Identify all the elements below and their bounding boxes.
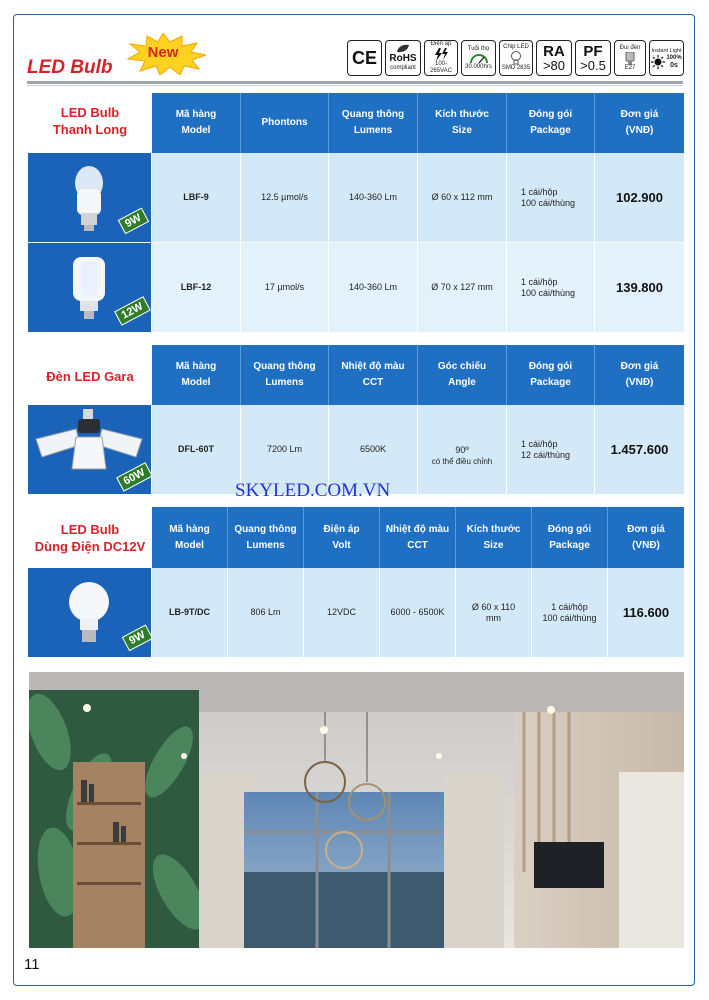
s2-row1-package: 1 cái/hộp 12 cái/thùng [507, 405, 595, 494]
s3-header-cct: Nhiệt độ màu CCT [380, 507, 456, 568]
ce-mark-icon [347, 40, 382, 76]
s3-row1-cct: 6000 - 6500K [380, 568, 456, 657]
s3-header-price: Đơn giá (VNĐ) [608, 507, 684, 568]
s1-row2-model: LBF-12 [152, 243, 241, 332]
voltage-icon [424, 40, 458, 76]
s1-row2-lumens: 140-360 Lm [329, 243, 418, 332]
s3-header-size: Kích thước Size [456, 507, 532, 568]
product-image-dfl-60t [28, 405, 151, 494]
rohs-label: RoHS [389, 53, 417, 64]
s2-row1-angle: 90º có thể điều chỉnh [418, 405, 507, 494]
lifetime-icon [461, 40, 496, 76]
product-image-lb-9t-dc [28, 568, 151, 657]
watt-badge-dfl-60t: 60W [116, 462, 151, 491]
s1-row2-package: 1 cái/hộp 100 cái/thùng [507, 243, 595, 332]
s1-header-model: Mã hàng Model [152, 93, 241, 153]
ce-label: CE [351, 48, 377, 68]
s1-row1-price: 102.900 [616, 190, 663, 205]
life-label: Tuổi thọ [467, 45, 490, 52]
s3-header-lumens: Quang thông Lumens [228, 507, 304, 568]
s1-row1-size: Ø 60 x 112 mm [418, 153, 507, 242]
instant-label: Instant Light [651, 47, 682, 54]
s2-header-model: Mã hàng Model [152, 345, 241, 405]
s1-row1-package: 1 cái/hộp 100 cái/thùng [507, 153, 595, 242]
s2-header-price: Đơn giá (VNĐ) [595, 345, 684, 405]
living-room-illustration [29, 672, 684, 948]
page-number: 11 [24, 956, 40, 973]
title-divider [27, 81, 683, 84]
s3-header-model: Mã hàng Model [152, 507, 228, 568]
e27-icon [614, 40, 646, 76]
new-badge [120, 33, 206, 75]
voltage-label: Điện áp [430, 41, 452, 47]
title-divider-thin [27, 85, 683, 86]
s1-row1-lumens: 140-360 Lm [329, 153, 418, 242]
interior-photo [29, 672, 684, 948]
page-title: LED Bulb [27, 57, 113, 78]
voltage-value: 100-265VAC [430, 61, 452, 74]
gauge-icon [469, 53, 489, 64]
s3-header-volt: Điện áp Volt [304, 507, 380, 568]
rohs-icon [385, 40, 421, 76]
base-value: E27 [624, 64, 636, 71]
pf-value: >0.5 [580, 58, 606, 73]
s1-header-size: Kích thước Size [418, 93, 507, 153]
product-image-lbf-9 [28, 153, 151, 242]
s2-header-lumens: Quang thông Lumens [241, 345, 329, 405]
sun-icon [651, 55, 665, 69]
section2-title: Đèn LED Gara [46, 369, 134, 384]
product-image-lbf-12 [28, 243, 151, 332]
cert-row [347, 40, 684, 76]
pf-icon [575, 40, 611, 76]
s1-header-price: Đơn giá (VNĐ) [595, 93, 684, 153]
s3-row1-volt: 12VDC [304, 568, 380, 657]
s1-header-package: Đóng gói Package [507, 93, 595, 153]
chip-value: SMD 2835 [501, 65, 531, 71]
instant-sub: 0s [670, 61, 678, 69]
s3-header-package: Đóng gói Package [532, 507, 608, 568]
base-label: Đui đèn [619, 44, 641, 51]
s3-row1-price: 116.600 [622, 605, 670, 620]
chip-led-icon [499, 40, 533, 76]
new-badge-label: New [147, 44, 179, 61]
section3-title [28, 521, 152, 555]
section3-title-line1: LED Bulb [60, 522, 120, 537]
s3-row1-package: 1 cái/hộp 100 cái/thùng [532, 568, 608, 657]
section1-title-line2: Thanh Long [52, 122, 128, 137]
s2-row1-lumens: 7200 Lm [241, 405, 329, 494]
watt-badge-lbf-9: 9W [118, 208, 149, 235]
watt-badge-lb-9t-dc: 9W [122, 625, 151, 652]
s1-header-lumens: Quang thông Lumens [329, 93, 418, 153]
s2-header-package: Đóng gói Package [507, 345, 595, 405]
s1-row1-photons: 12.5 µmol/s [241, 153, 329, 242]
ra-label: RA [543, 43, 565, 60]
instant-light-icon [649, 40, 684, 76]
leaf-icon [396, 44, 410, 53]
s2-row1-model: DFL-60T [152, 405, 241, 494]
watermark: SKYLED.COM.VN [235, 480, 391, 501]
lightning-icon [433, 48, 449, 61]
s3-row1-model: LB-9T/DC [152, 568, 228, 657]
chip-label: Chip LED [503, 44, 529, 50]
section1-title-line1: LED Bulb [60, 105, 120, 120]
rohs-sub: compliant [390, 65, 416, 71]
ra-value: >80 [542, 58, 566, 73]
s1-row2-price: 139.800 [616, 280, 663, 295]
section3-title-line2: Dùng Điện DC12V [34, 539, 146, 554]
bulb-outline-icon [510, 51, 522, 65]
watt-badge-lbf-12: 12W [114, 296, 150, 325]
s3-row1-size: Ø 60 x 110 mm [456, 568, 532, 657]
section1-title [28, 104, 152, 138]
s1-header-photons: Phontons [241, 93, 329, 153]
s3-row1-lumens: 806 Lm [228, 568, 304, 657]
s1-row2-photons: 17 µmol/s [241, 243, 329, 332]
s2-header-angle: Góc chiếu Angle [418, 345, 507, 405]
instant-value: 100% [666, 54, 682, 61]
life-value: 30.000hrs [465, 63, 492, 70]
s2-row1-price: 1.457.600 [610, 442, 669, 457]
s2-header-cct: Nhiệt độ màu CCT [329, 345, 418, 405]
pf-label: PF [583, 43, 603, 60]
s2-row1-cct: 6500K [329, 405, 418, 494]
ra-icon [536, 40, 572, 76]
s1-row2-size: Ø 70 x 127 mm [418, 243, 507, 332]
s1-row1-model: LBF-9 [152, 153, 241, 242]
socket-icon [624, 52, 636, 65]
